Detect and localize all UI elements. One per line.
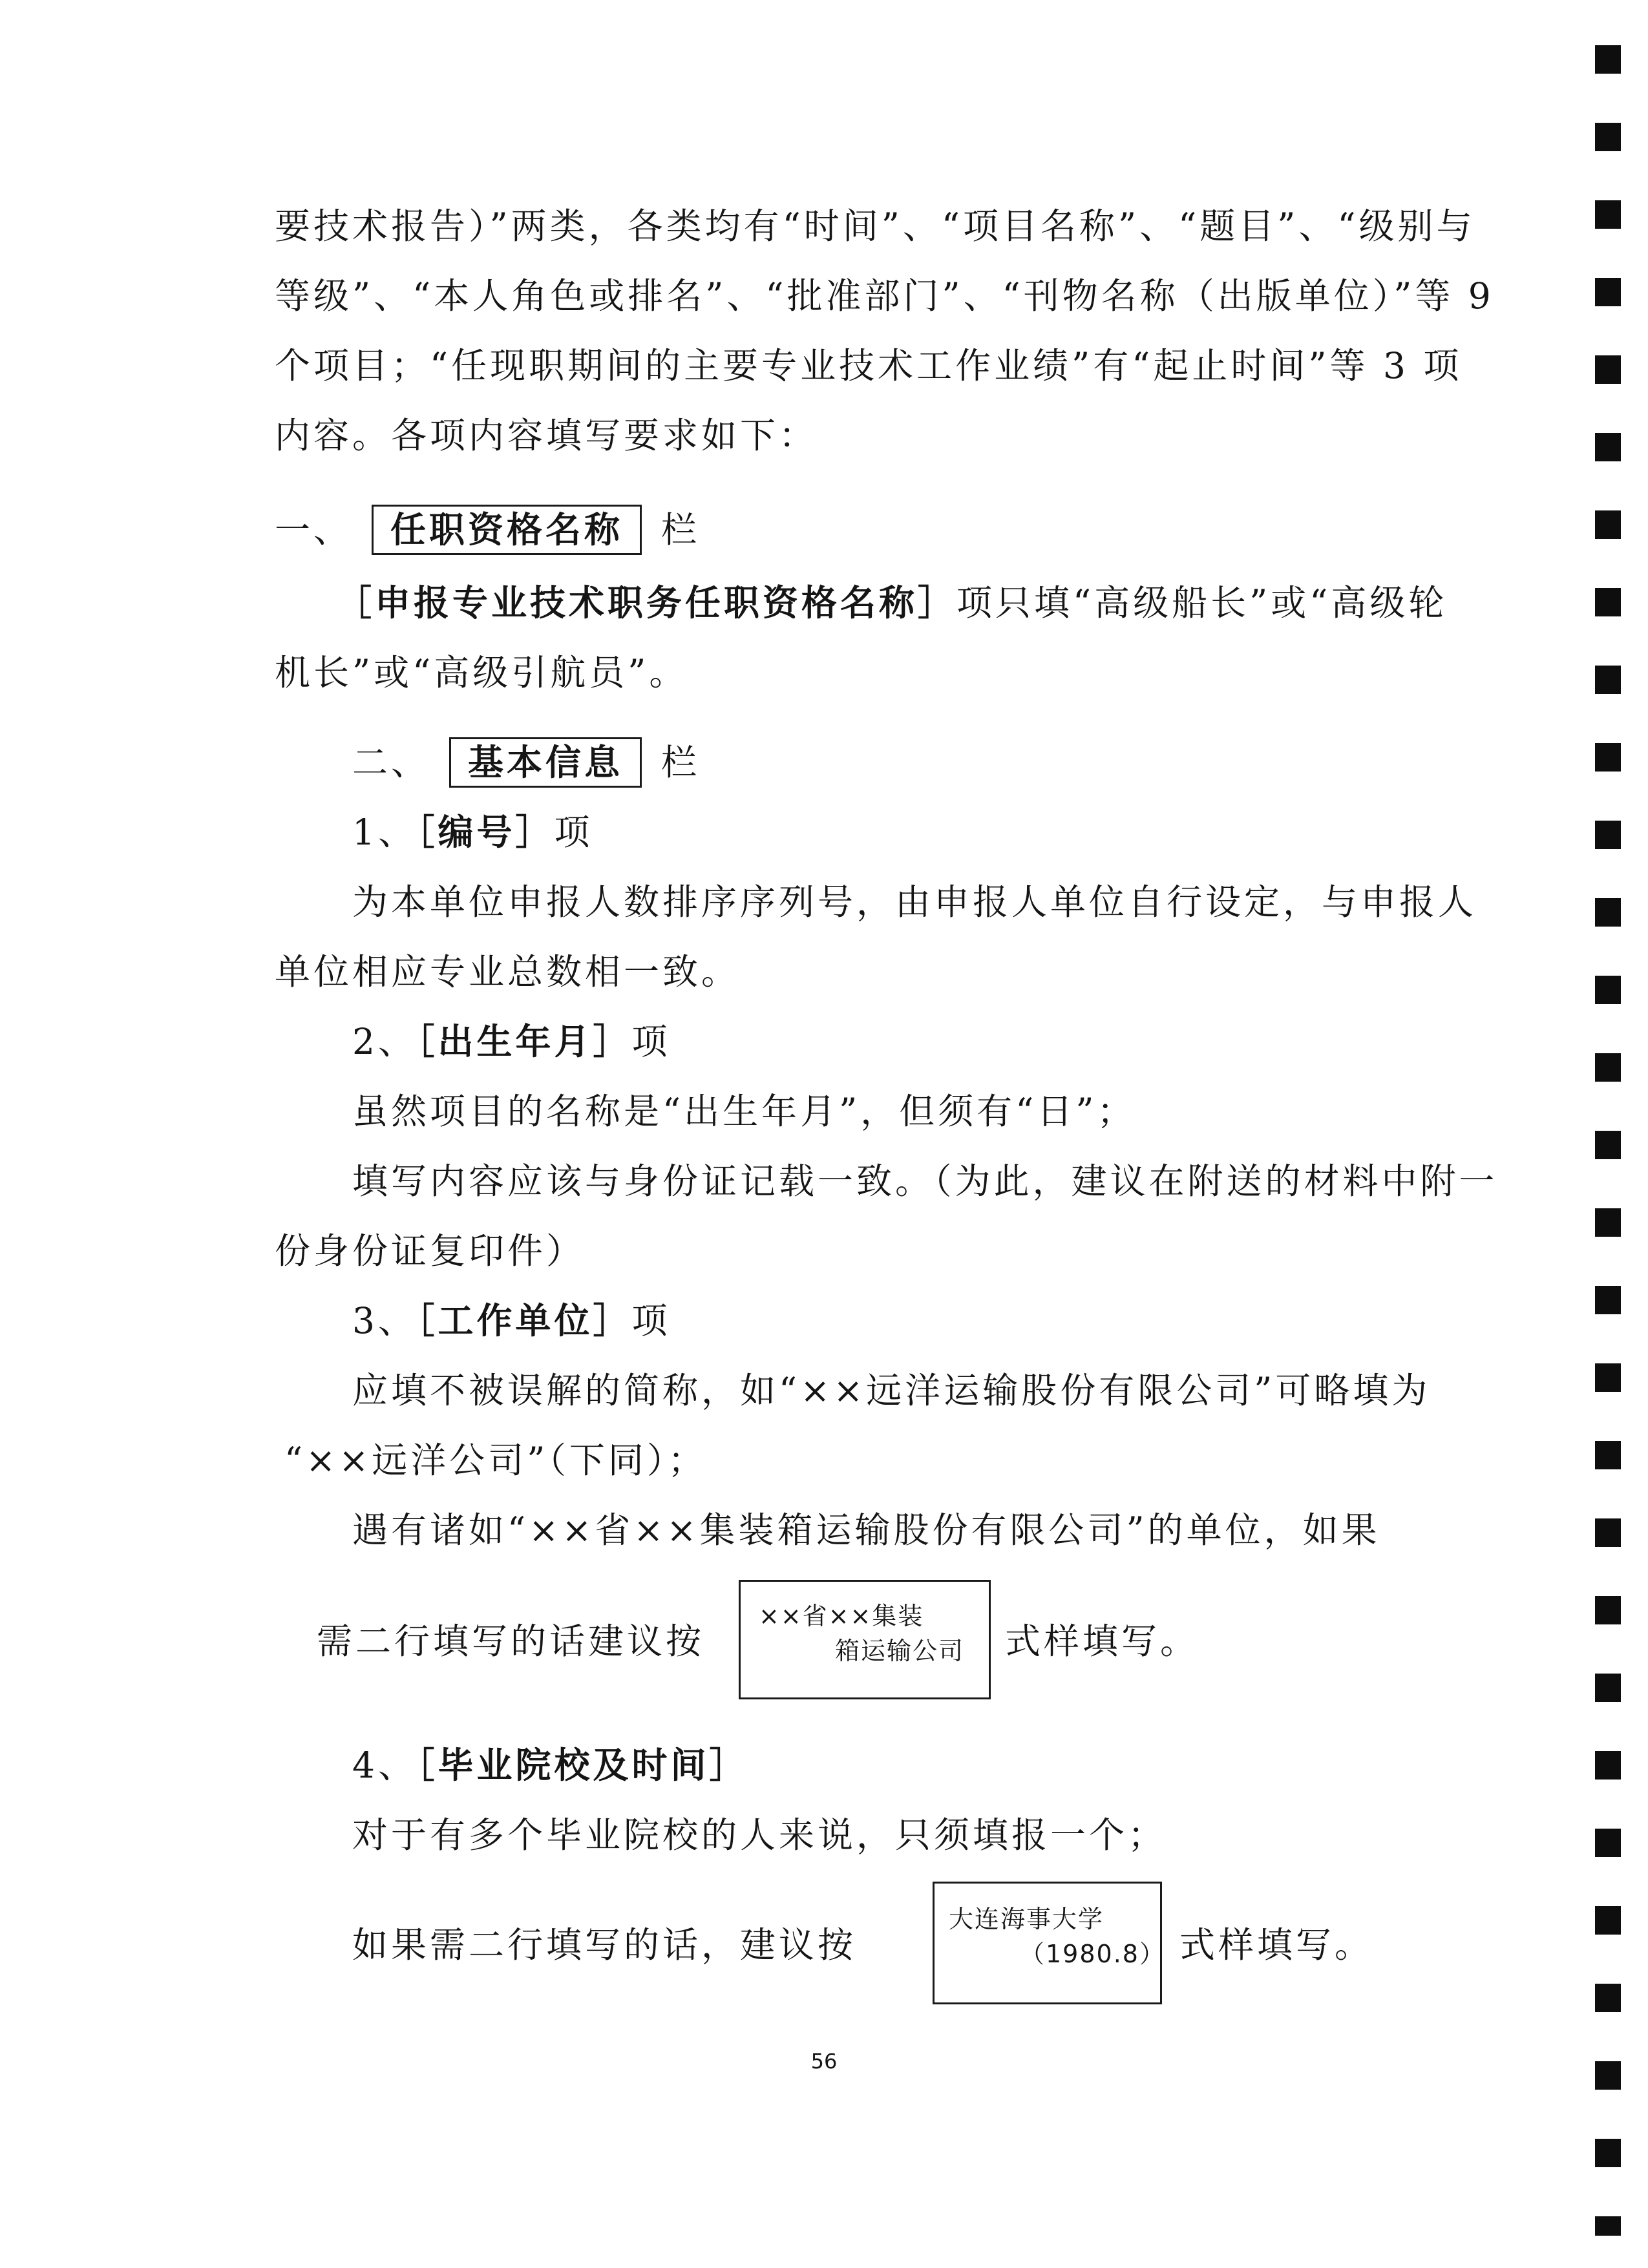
item-3-text-line-3: 遇有诸如“××省××集装箱运输股份有限公司”的单位，如果: [352, 1509, 1380, 1551]
item-3-heading: [352, 1295, 671, 1347]
school-sample-line-1: 大连海事大学: [949, 1905, 1104, 1933]
section-2-suffix: 栏: [661, 742, 701, 783]
page-number: 56: [810, 2049, 838, 2074]
item-1-text-line-1: 为本单位申报人数排序序列号，由申报人单位自行设定，与申报人: [352, 881, 1477, 923]
item-3-text-line-2: “××远洋公司”（下同）；: [284, 1440, 707, 1481]
intro-line-4: 内容。各项内容填写要求如下：: [275, 415, 818, 456]
item-2-number: 2、: [352, 1021, 417, 1062]
item-2-suffix: 项: [631, 1021, 671, 1062]
item-1-suffix: 项: [554, 812, 593, 853]
item-4-sample-before: 如果需二行填写的话，建议按: [352, 1924, 857, 1966]
intro-line-1: 要技术报告）”两类，各类均有“时间”、“项目名称”、“题目”、“级别与: [275, 205, 1475, 247]
item-4-heading: [352, 1739, 748, 1791]
item-2-text-line-2: 填写内容应该与身份证记载一致。（为此，建议在附送的材料中附一: [352, 1160, 1498, 1202]
section-1-title-box: 任职资格名称: [372, 505, 642, 555]
section-2-number: 二、: [352, 742, 430, 783]
item-3-label: ［工作单位］: [417, 1299, 632, 1341]
section-2-heading: [352, 737, 700, 788]
section-1-suffix: 栏: [661, 509, 701, 551]
item-4-text-line-1: 对于有多个毕业院校的人来说，只须填报一个；: [352, 1814, 1167, 1856]
item-1-text-line-2: 单位相应专业总数相一致。: [275, 951, 741, 992]
section-2-title-box: 基本信息: [449, 737, 642, 788]
item-2-text-line-3: 份身份证复印件）: [275, 1230, 586, 1272]
school-sample-line-2: （1980.8）: [1020, 1940, 1165, 1968]
intro-line-2: 等级”、“本人角色或排名”、“批准部门”、“刊物名称（出版单位）”等 9: [275, 275, 1494, 317]
item-4-label: ［毕业院校及时间］: [417, 1744, 748, 1786]
item-2-text-line-1: 虽然项目的名称是“出生年月”，但须有“日”；: [352, 1091, 1136, 1132]
item-3-sample-before: 需二行填写的话建议按: [317, 1621, 705, 1662]
item-3-suffix: 项: [631, 1300, 671, 1341]
item-1-heading: [352, 806, 593, 858]
company-sample-line-1: ××省××集装: [759, 1602, 924, 1630]
item-3-sample-after: 式样填写。: [1005, 1621, 1199, 1662]
section-1-number: 一、: [275, 509, 353, 551]
item-2-label: ［出生年月］: [417, 1020, 632, 1062]
item-2-heading: [352, 1016, 671, 1067]
item-3-number: 3、: [352, 1300, 417, 1341]
field-name-label: ［申报专业技术职务任职资格名称］: [336, 582, 957, 624]
item-1-number: 1、: [352, 812, 417, 853]
intro-line-3: 个项目；“任现职期间的主要专业技术工作业绩”有“起止时间”等 3 项: [275, 345, 1463, 386]
item-4-sample-after: 式样填写。: [1179, 1924, 1374, 1966]
section-1-text-line-1: [336, 577, 1447, 629]
item-4-number: 4、: [352, 1745, 417, 1786]
company-sample-box: [739, 1580, 991, 1699]
binding-holes: [1595, 45, 1621, 2236]
section-1-heading: [275, 504, 700, 556]
item-1-label: ［编号］: [417, 811, 555, 853]
section-1-text-rest: 项只填“高级船长”或“高级轮: [956, 582, 1448, 624]
company-sample-line-2: 箱运输公司: [835, 1637, 965, 1665]
item-3-text-line-1: 应填不被误解的简称，如“××远洋运输股份有限公司”可略填为: [352, 1370, 1431, 1411]
section-1-text-line-2: 机长”或“高级引航员”。: [275, 652, 688, 693]
school-sample-box: [933, 1882, 1165, 2004]
